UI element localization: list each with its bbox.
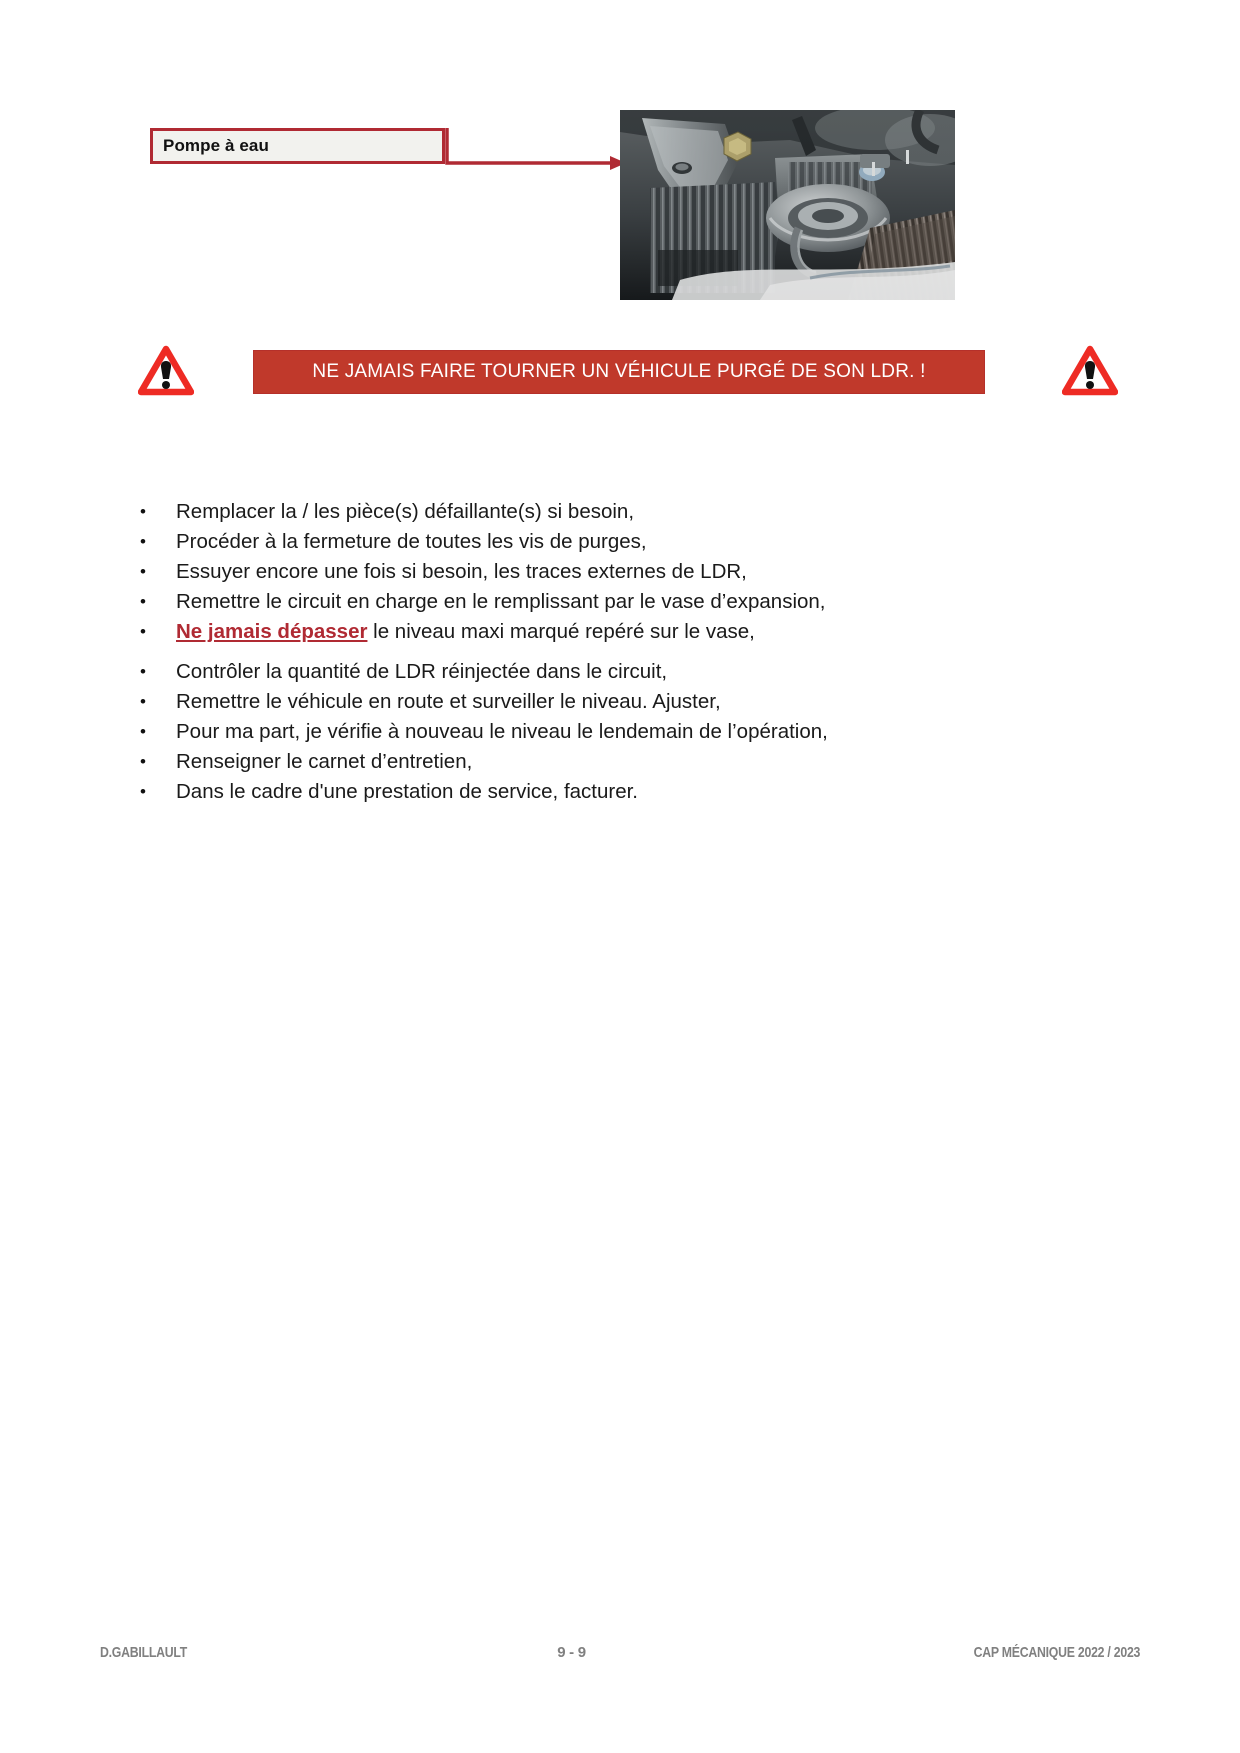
list-item-text: Contrôler la quantité de LDR réinjectée dans le circuit, [176,660,668,683]
list-item-text: Remettre le véhicule en route et surveiller le niveau. Ajuster, [176,690,721,713]
warning-triangle-icon-right [1062,345,1118,397]
list-item-text: Procéder à la fermeture de toutes les vis de purges, [176,530,647,553]
bullet-marker: • [140,662,146,681]
engine-photo-image [620,110,955,300]
list-item [140,747,1100,777]
list-item-text: Remplacer la / les pièce(s) défaillante(s) si besoin, [176,500,635,523]
list-item-text: Pour ma part, je vérifie à nouveau le niveau le lendemain de l’opération, [176,720,828,743]
callout-box-pompe-a-eau [150,128,445,164]
list-item [140,527,1100,557]
bullet-marker: • [140,532,146,551]
callout-label: Pompe à eau [163,136,269,155]
footer-page-number: 9 - 9 [557,1643,586,1661]
warning-banner-text: NE JAMAIS FAIRE TOURNER UN VÉHICULE PURGÉ DE SON LDR. ! [312,361,926,382]
footer-author: D.GABILLAULT [100,1643,188,1661]
list-item [140,717,1100,747]
list-item [140,777,1100,807]
page-footer [100,1640,1140,1664]
bullet-marker: • [140,502,146,521]
bullet-marker: • [140,562,146,581]
bullet-marker: • [140,782,146,801]
list-item-text: Remettre le circuit en charge en le remplissant par le vase d’expansion, [176,590,826,613]
engine-photo [620,110,955,300]
list-item [140,687,1100,717]
warning-triangle-icon-left [138,345,194,397]
list-item [140,497,1100,527]
emphasis-text: Ne jamais dépasser [176,620,368,643]
list-item [140,657,1100,687]
callout-arrow-connector [440,120,640,180]
list-item-text: Dans le cadre d'une prestation de service, facturer. [176,780,639,803]
list-item-highlighted [140,617,1100,647]
bullet-marker: • [140,692,146,711]
list-item-text [176,617,1100,647]
bullet-marker: • [140,592,146,611]
list-item [140,557,1100,587]
bullet-marker: • [140,752,146,771]
list-item-text: Renseigner le carnet d’entretien, [176,750,473,773]
bullet-marker: • [140,722,146,741]
list-item-text-rest: le niveau maxi marqué repéré sur le vase, [367,620,755,643]
bullet-marker: • [140,622,146,641]
warning-row [0,345,1240,405]
list-item-text: Essuyer encore une fois si besoin, les traces externes de LDR, [176,560,747,583]
footer-course: CAP MÉCANIQUE 2022 / 2023 [973,1643,1140,1661]
procedure-bullet-list [140,497,1100,807]
list-item [140,587,1100,617]
warning-banner [253,350,985,394]
